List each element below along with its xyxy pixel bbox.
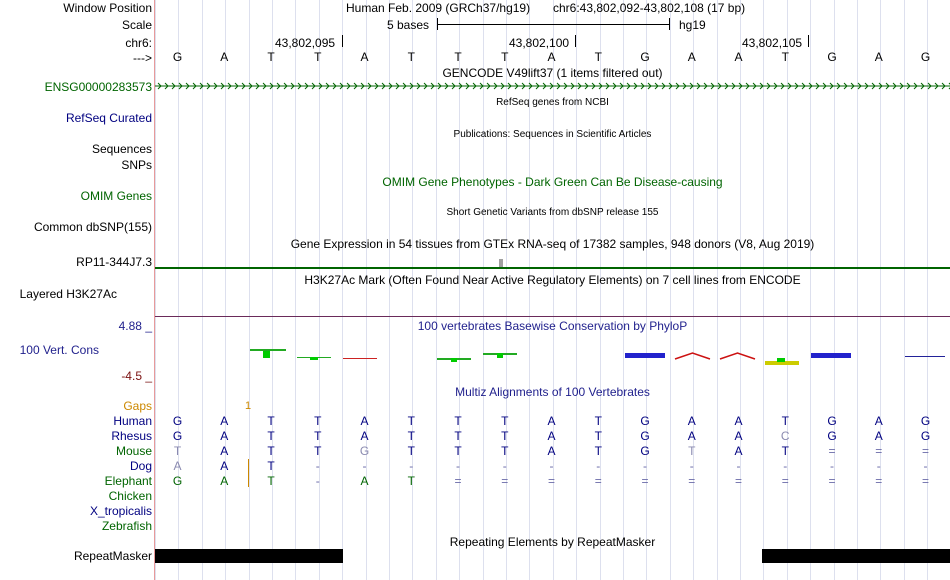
label-repeatmasker[interactable]: RepeatMasker (73, 549, 152, 563)
sequence-base: T (407, 50, 415, 64)
alignment-base: G (172, 414, 183, 428)
label-species-elephant: Elephant (104, 474, 152, 488)
alignment-base: = (594, 474, 602, 488)
gencode-track-title: GENCODE V49lift37 (1 items filtered out) (442, 66, 663, 80)
alignment-base: G (640, 429, 650, 443)
alignment-base: A (220, 459, 229, 473)
alignment-base: A (220, 444, 229, 458)
alignment-base: = (921, 474, 929, 488)
h3k27ac-baseline (155, 316, 950, 317)
alignment-base: = (875, 444, 883, 458)
alignment-base: G (827, 414, 837, 428)
alignment-base: A (734, 414, 743, 428)
alignment-base: - (689, 459, 694, 473)
track-label-column (0, 0, 154, 580)
gaps-count: 1 (245, 400, 252, 412)
label-layered-h3k27ac[interactable]: Layered H3K27Ac (19, 287, 117, 301)
refseq-track-title: RefSeq genes from NCBI (496, 97, 609, 108)
alignment-base: A (547, 444, 556, 458)
alignment-base: - (923, 459, 928, 473)
alignment-base: T (407, 414, 415, 428)
alignment-base: G (640, 444, 650, 458)
alignment-base: T (594, 414, 602, 428)
sequence-base: G (172, 50, 183, 64)
alignment-base: A (874, 414, 883, 428)
sequence-base: A (734, 50, 743, 64)
alignment-base: T (454, 414, 462, 428)
label-chr: chr6: (125, 36, 152, 50)
dbsnp-track-title: Short Genetic Variants from dbSNP release 155 (446, 207, 659, 218)
alignment-base: = (781, 474, 789, 488)
alignment-base: A (547, 414, 556, 428)
alignment-base: A (220, 414, 229, 428)
alignment-base: G (920, 429, 931, 443)
alignment-base: A (734, 429, 743, 443)
coord-tick-1 (342, 35, 343, 47)
label-arrow: ---> (133, 51, 152, 65)
alignment-base: A (220, 429, 229, 443)
alignment-base: - (596, 459, 601, 473)
alignment-base: = (734, 474, 742, 488)
label-gaps[interactable]: Gaps (123, 399, 152, 413)
alignment-base: T (501, 429, 509, 443)
alignment-base: A (734, 444, 743, 458)
repeatmasker-track-title: Repeating Elements by RepeatMasker (449, 535, 656, 549)
scale-db-label: hg19 (679, 18, 706, 32)
alignment-base: T (173, 444, 182, 458)
label-species-chicken: Chicken (108, 489, 152, 503)
alignment-base: T (781, 444, 789, 458)
alignment-base: = (454, 474, 462, 488)
alignment-base: - (502, 459, 507, 473)
label-species-rhesus: Rhesus (111, 429, 152, 443)
assembly-label: Human Feb. 2009 (GRCh37/hg19) (346, 1, 531, 15)
multiz-track-title: Multiz Alignments of 100 Vertebrates (455, 385, 650, 399)
repeat-element-1[interactable] (155, 549, 343, 563)
coord-tick-label-2: 43,802,100 (509, 36, 570, 50)
alignment-base: T (594, 444, 602, 458)
alignment-base: - (783, 459, 788, 473)
alignment-base: T (454, 444, 462, 458)
alignment-base: = (547, 474, 555, 488)
alignment-base: T (688, 444, 696, 458)
alignment-base: T (501, 414, 509, 428)
alignment-base: A (360, 474, 369, 488)
coord-tick-label-1: 43,802,095 (275, 36, 336, 50)
sequence-base: A (687, 50, 696, 64)
conservation-peak (675, 353, 710, 359)
label-species-dog: Dog (129, 459, 152, 473)
alignment-base: - (830, 459, 834, 473)
alignment-base: = (828, 444, 836, 458)
publications-track-title: Publications: Sequences in Scientific Articles (453, 129, 652, 140)
alignment-base: A (687, 429, 696, 443)
label-refseq-curated[interactable]: RefSeq Curated (65, 111, 152, 125)
label-species-mouse: Mouse (115, 444, 152, 458)
alignment-base: T (314, 444, 322, 458)
rp11-gene-line[interactable] (155, 267, 950, 269)
alignment-base: - (456, 459, 460, 473)
label-rp11[interactable]: RP11-344J7.3 (76, 255, 152, 269)
alignment-base: C (780, 429, 790, 443)
sequence-base: G (827, 50, 837, 64)
alignment-base: A (547, 429, 556, 443)
label-species-zebrafish: Zebrafish (101, 519, 152, 533)
repeat-element-2[interactable] (762, 549, 950, 563)
alignment-base: T (454, 429, 462, 443)
gap-marker (248, 459, 249, 487)
alignment-base: A (360, 429, 369, 443)
label-cons-max: 4.88 _ (118, 319, 152, 333)
label-snps[interactable]: SNPs (121, 158, 152, 172)
label-100-vert-cons[interactable]: 100 Vert. Cons (19, 343, 99, 357)
gtex-track-title: Gene Expression in 54 tissues from GTEx RNA-seq of 17382 samples, 948 donors (V8, Aug 2019) (290, 237, 815, 251)
label-omim-genes[interactable]: OMIM Genes (80, 189, 152, 203)
label-sequences[interactable]: Sequences (91, 142, 152, 156)
alignment-base: T (781, 414, 789, 428)
alignment-base: T (314, 429, 322, 443)
alignment-base: T (594, 429, 602, 443)
alignment-base: T (407, 429, 415, 443)
coord-tick-3 (808, 35, 809, 47)
alignment-base: G (172, 474, 183, 488)
alignment-base: T (267, 459, 275, 473)
label-common-dbsnp[interactable]: Common dbSNP(155) (33, 220, 152, 234)
alignment-base: - (549, 459, 554, 473)
h3k27ac-track-title: H3K27Ac Mark (Often Found Near Active Regulatory Elements) on 7 cell lines from ENCODE (304, 273, 801, 287)
label-species-x-tropicalis: X_tropicalis (89, 504, 152, 518)
coord-tick-2 (575, 35, 576, 47)
alignment-base: G (827, 429, 837, 443)
alignment-base: G (172, 429, 183, 443)
alignment-base: = (688, 474, 696, 488)
label-ensg[interactable]: ENSG00000283573 (44, 80, 152, 94)
phylop-track-title: 100 vertebrates Basewise Conservation by PhyloP (417, 319, 688, 333)
alignment-base: - (736, 459, 741, 473)
sequence-base: A (360, 50, 369, 64)
label-species-human: Human (113, 414, 152, 428)
alignment-base: - (643, 459, 647, 473)
alignment-base: T (407, 474, 415, 488)
alignment-base: G (920, 414, 931, 428)
alignment-base: A (360, 414, 369, 428)
position-label: chr6:43,802,092-43,802,108 (17 bp) (553, 1, 746, 15)
label-window-position: Window Position (63, 1, 152, 15)
alignment-base: A (220, 474, 229, 488)
alignment-base: G (640, 414, 650, 428)
alignment-base: - (876, 459, 881, 473)
coord-tick-label-3: 43,802,105 (742, 36, 803, 50)
alignment-base: = (641, 474, 649, 488)
alignment-base: - (315, 474, 320, 488)
sequence-base: T (314, 50, 322, 64)
sequence-base: A (874, 50, 883, 64)
scale-bar (437, 24, 669, 25)
track-area[interactable] (155, 0, 950, 580)
conservation-peak (720, 353, 755, 359)
alignment-base: A (874, 429, 883, 443)
alignment-base: = (828, 474, 836, 488)
alignment-base: T (267, 444, 275, 458)
scale-bar-right-tick (669, 18, 670, 30)
alignment-base: - (409, 459, 414, 473)
sequence-base: A (220, 50, 229, 64)
alignment-base: = (501, 474, 509, 488)
sequence-base: A (547, 50, 556, 64)
sequence-base: T (781, 50, 789, 64)
alignment-base: T (267, 429, 275, 443)
alignment-base: = (875, 474, 883, 488)
alignment-base: - (362, 459, 367, 473)
sequence-base: T (594, 50, 602, 64)
sequence-base: T (454, 50, 462, 64)
alignment-base: A (687, 414, 696, 428)
scale-bar-label: 5 bases (387, 18, 430, 32)
alignment-base: T (501, 444, 509, 458)
ensg-gene-feature[interactable] (155, 81, 950, 91)
sequence-base: T (267, 50, 275, 64)
alignment-base: T (407, 444, 415, 458)
alignment-base: T (314, 414, 322, 428)
sequence-base: T (501, 50, 509, 64)
label-scale: Scale (121, 18, 152, 32)
alignment-base: A (173, 459, 182, 473)
label-cons-min: -4.5 _ (121, 369, 152, 383)
gtex-expression-bar[interactable] (499, 259, 503, 267)
sequence-base: G (640, 50, 650, 64)
alignment-base: T (267, 474, 275, 488)
omim-track-title: OMIM Gene Phenotypes - Dark Green Can Be Disease-causing (382, 175, 723, 189)
alignment-base: = (921, 444, 929, 458)
alignment-base: - (315, 459, 320, 473)
alignment-base: G (359, 444, 370, 458)
conservation-peaks (155, 345, 950, 375)
sequence-base: G (920, 50, 931, 64)
alignment-base: T (267, 414, 275, 428)
